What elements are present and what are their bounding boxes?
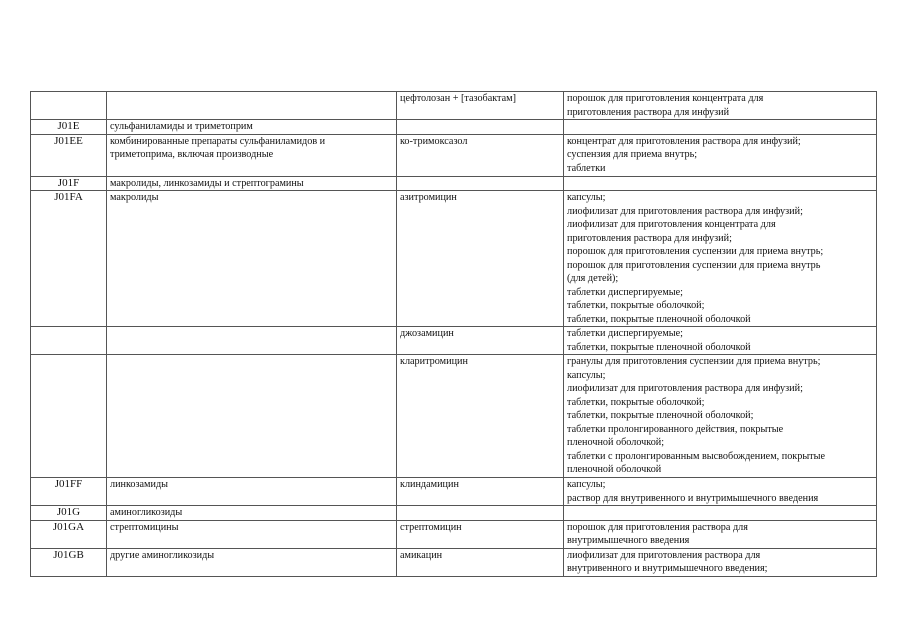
drug-name-cell [397, 176, 564, 191]
table-row [31, 520, 877, 548]
table-row [31, 176, 877, 191]
drug-name-cell: стрептомицин [397, 520, 564, 548]
dosage-forms-cell: капсулы; лиофилизат для приготовления раствора для инфузий; лиофилизат для приготовления концентрата для приготовления раствора для инфузий; порошок для приготовления суспензии для приема внутрь; порошок для приготовления суспензии для приема внутрь (для детей); таблетки диспергируемые; таблетки, покрытые оболочкой; таблетки, покрытые пленочной оболочкой [564, 191, 877, 327]
atc-code-cell: J01E [31, 120, 107, 135]
dosage-forms-cell: гранулы для приготовления суспензии для приема внутрь; капсулы; лиофилизат для приготовления раствора для инфузий; таблетки, покрытые оболочкой; таблетки, покрытые пленочной оболочкой; таблетки пролонгированного действия, покрытые пленочной оболочкой; таблетки с пролонгированным высвобождением, покрытые пленочной оболочкой [564, 355, 877, 478]
table-row [31, 92, 877, 120]
group-cell: комбинированные препараты сульфаниламидов и триметоприма, включая производные [107, 134, 397, 176]
dosage-forms-cell [564, 120, 877, 135]
atc-code-cell [31, 355, 107, 478]
dosage-forms-cell: таблетки диспергируемые; таблетки, покрытые пленочной оболочкой [564, 327, 877, 355]
dosage-forms-cell [564, 176, 877, 191]
dosage-forms-cell: порошок для приготовления раствора для внутримышечного введения [564, 520, 877, 548]
table-row [31, 134, 877, 176]
group-cell: сульфаниламиды и триметоприм [107, 120, 397, 135]
dosage-forms-cell: порошок для приготовления концентрата для приготовления раствора для инфузий [564, 92, 877, 120]
dosage-forms-cell: лиофилизат для приготовления раствора для внутривенного и внутримышечного введения; [564, 548, 877, 576]
drug-name-cell: джозамицин [397, 327, 564, 355]
group-cell: аминогликозиды [107, 506, 397, 521]
atc-code-cell: J01EE [31, 134, 107, 176]
drug-name-cell: ко-тримоксазол [397, 134, 564, 176]
drug-name-cell [397, 506, 564, 521]
atc-code-cell: J01GA [31, 520, 107, 548]
drug-name-cell [397, 120, 564, 135]
atc-code-cell: J01GB [31, 548, 107, 576]
dosage-forms-cell: концентрат для приготовления раствора для инфузий; суспензия для приема внутрь; таблетки [564, 134, 877, 176]
table-row [31, 355, 877, 478]
group-cell: макролиды [107, 191, 397, 327]
atc-code-cell: J01FA [31, 191, 107, 327]
table-row [31, 327, 877, 355]
group-cell: макролиды, линкозамиды и стрептограмины [107, 176, 397, 191]
group-cell [107, 327, 397, 355]
dosage-forms-cell [564, 506, 877, 521]
drug-name-cell: цефтолозан + [тазобактам] [397, 92, 564, 120]
group-cell [107, 92, 397, 120]
group-cell [107, 355, 397, 478]
atc-code-cell: J01FF [31, 478, 107, 506]
atc-code-cell [31, 92, 107, 120]
drug-classification-table [30, 91, 877, 577]
table-row [31, 548, 877, 576]
atc-code-cell: J01G [31, 506, 107, 521]
table-row [31, 506, 877, 521]
table-row [31, 120, 877, 135]
dosage-forms-cell: капсулы; раствор для внутривенного и внутримышечного введения [564, 478, 877, 506]
group-cell: другие аминогликозиды [107, 548, 397, 576]
table-row [31, 191, 877, 327]
drug-name-cell: клиндамицин [397, 478, 564, 506]
drug-name-cell: амикацин [397, 548, 564, 576]
atc-code-cell [31, 327, 107, 355]
table-row [31, 478, 877, 506]
group-cell: линкозамиды [107, 478, 397, 506]
group-cell: стрептомицины [107, 520, 397, 548]
atc-code-cell: J01F [31, 176, 107, 191]
drug-name-cell: азитромицин [397, 191, 564, 327]
drug-name-cell: кларитромицин [397, 355, 564, 478]
